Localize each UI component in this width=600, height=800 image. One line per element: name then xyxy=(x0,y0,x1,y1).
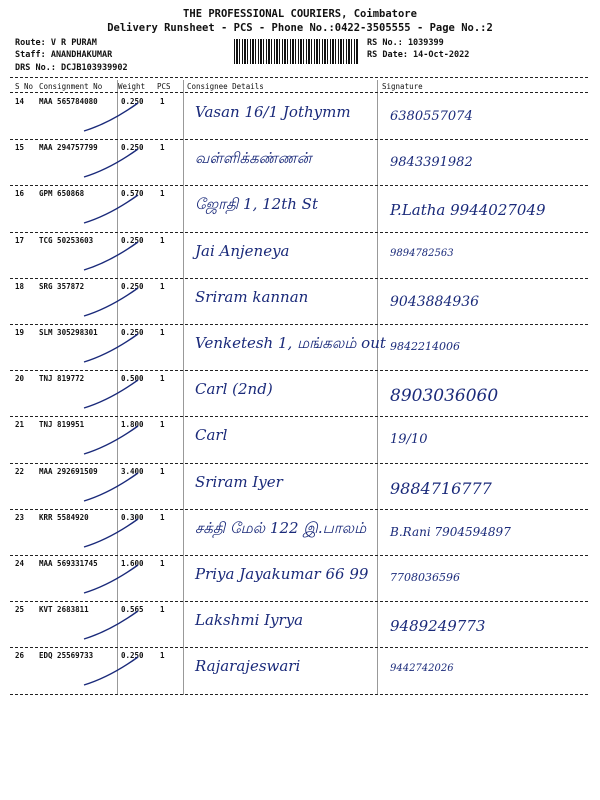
consignment-number: MAA 294757799 xyxy=(39,143,98,153)
consignment-number: TCG 50253603 xyxy=(39,235,94,245)
recipient-signature: 7708036596 xyxy=(390,571,460,584)
consignment-number: TNJ 819951 xyxy=(39,420,85,430)
weight-value: 0.250 xyxy=(121,97,144,106)
row-divider xyxy=(10,694,588,695)
weight-value: 0.250 xyxy=(121,143,144,153)
row-divider xyxy=(10,555,588,556)
consignment-number: TNJ 819772 xyxy=(39,374,85,384)
consignee-details: Vasan 16/1 Jothymm xyxy=(195,103,351,121)
pieces-count: 1 xyxy=(160,559,165,568)
row-divider xyxy=(10,232,588,233)
pieces-count: 1 xyxy=(160,605,165,615)
pieces-count: 1 xyxy=(160,281,165,291)
row-divider xyxy=(10,139,588,140)
table-row xyxy=(10,418,588,463)
consignee-details: Rajarajeswari xyxy=(195,657,301,676)
consignment-number: KVT 2683811 xyxy=(39,605,89,615)
weight-value: 0.565 xyxy=(121,605,144,615)
divider xyxy=(10,92,588,93)
weight-value: 0.250 xyxy=(121,651,144,661)
delivered-tick-icon xyxy=(80,517,142,551)
pieces-count: 1 xyxy=(160,466,165,476)
table-row xyxy=(10,326,588,371)
recipient-signature: 8903036060 xyxy=(390,386,499,407)
serial-number: 21 xyxy=(15,420,25,430)
consignee-details: வள்ளிக்கண்ணன் xyxy=(195,149,312,168)
delivered-tick-icon xyxy=(80,147,142,181)
consignee-details: Carl xyxy=(195,426,228,445)
recipient-signature: B.Rani 7904594897 xyxy=(390,524,511,539)
col-weight: Weight xyxy=(118,82,146,91)
consignee-details: ஜோதி 1, 12th St xyxy=(195,195,318,214)
serial-number: 26 xyxy=(15,651,25,661)
table-row xyxy=(10,234,588,279)
pieces-count: 1 xyxy=(160,189,165,199)
recipient-signature: 9442742026 xyxy=(390,663,454,675)
recipient-signature: 6380557074 xyxy=(390,109,473,124)
consignment-number: MAA 292691509 xyxy=(39,466,98,476)
consignee-details: Lakshmi Iyrya xyxy=(195,611,304,630)
delivered-tick-icon xyxy=(80,563,142,597)
row-divider xyxy=(10,509,588,510)
consignment-number: MAA 565784080 xyxy=(39,97,98,106)
consignment-number: GPM 650868 xyxy=(39,189,85,199)
serial-number: 25 xyxy=(15,605,25,615)
delivered-tick-icon xyxy=(80,286,142,320)
table-row xyxy=(10,557,588,602)
col-pcs: PCS xyxy=(157,82,171,91)
table-row xyxy=(10,372,588,417)
weight-value: 1.800 xyxy=(121,420,144,430)
weight-value: 1.600 xyxy=(121,559,144,568)
row-divider xyxy=(10,324,588,325)
weight-value: 0.300 xyxy=(121,512,144,522)
serial-number: 24 xyxy=(15,559,25,568)
barcode xyxy=(234,39,358,64)
pieces-count: 1 xyxy=(160,235,165,245)
weight-value: 0.250 xyxy=(121,328,144,337)
table-row xyxy=(10,280,588,325)
row-divider xyxy=(10,278,588,279)
pieces-count: 1 xyxy=(160,374,165,384)
pieces-count: 1 xyxy=(160,420,165,430)
serial-number: 16 xyxy=(15,189,25,199)
table-row xyxy=(10,465,588,510)
delivered-tick-icon xyxy=(80,424,142,458)
recipient-signature: 9894782563 xyxy=(390,247,454,259)
consignee-details: Venketesh 1, மங்கலம் out xyxy=(195,334,386,352)
delivered-tick-icon xyxy=(80,471,142,505)
weight-value: 3.400 xyxy=(121,466,144,476)
consignment-number: SLM 305298301 xyxy=(39,328,98,337)
recipient-signature: 9842214006 xyxy=(390,340,460,353)
delivered-tick-icon xyxy=(80,240,142,274)
consignment-number: EDQ 25569733 xyxy=(39,651,94,661)
serial-number: 23 xyxy=(15,512,25,522)
pieces-count: 1 xyxy=(160,651,165,661)
delivered-tick-icon xyxy=(80,609,142,643)
weight-value: 0.250 xyxy=(121,235,144,245)
serial-number: 14 xyxy=(15,97,25,106)
rs-number: RS No.: 1039399 xyxy=(367,38,444,48)
consignee-details: Jai Anjeneya xyxy=(195,241,290,260)
row-divider xyxy=(10,370,588,371)
consignment-number: MAA 569331745 xyxy=(39,559,98,568)
consignee-details: Carl (2nd) xyxy=(195,380,273,399)
consignee-details: Sriram Iyer xyxy=(195,472,283,491)
staff-label: Staff: ANANDHAKUMAR xyxy=(15,50,113,60)
serial-number: 18 xyxy=(15,281,25,291)
table-row xyxy=(10,141,588,186)
serial-number: 20 xyxy=(15,374,25,384)
serial-number: 17 xyxy=(15,235,25,245)
serial-number: 15 xyxy=(15,143,25,153)
consignee-details: சக்தி மேல் 122 இ.பாலம் xyxy=(195,518,367,537)
delivered-tick-icon xyxy=(80,378,142,412)
recipient-signature: 9843391982 xyxy=(390,155,473,171)
runsheet-subtitle: Delivery Runsheet - PCS - Phone No.:0422-3505555 - Page No.:2 xyxy=(107,22,493,34)
recipient-signature: P.Latha 9944027049 xyxy=(390,201,546,220)
consignment-number: SRG 357872 xyxy=(39,281,85,291)
recipient-signature: 19/10 xyxy=(390,432,428,448)
consignee-details: Priya Jayakumar 66 99 xyxy=(195,565,369,583)
recipient-signature: 9043884936 xyxy=(390,293,480,310)
pieces-count: 1 xyxy=(160,97,165,106)
consignment-number: KRR 5584920 xyxy=(39,512,89,522)
delivered-tick-icon xyxy=(80,193,142,227)
col-consignment: Consignment No xyxy=(39,82,103,91)
route-label: Route: V R PURAM xyxy=(15,38,97,48)
col-consignee: Consignee Details xyxy=(187,82,264,91)
delivered-tick-icon xyxy=(80,332,142,366)
pieces-count: 1 xyxy=(160,143,165,153)
serial-number: 19 xyxy=(15,328,25,337)
row-divider xyxy=(10,185,588,186)
col-sno: S No xyxy=(15,82,34,91)
company-title: THE PROFESSIONAL COURIERS, Coimbatore xyxy=(183,8,417,20)
weight-value: 0.250 xyxy=(121,281,144,291)
serial-number: 22 xyxy=(15,466,25,476)
row-divider xyxy=(10,647,588,648)
table-row xyxy=(10,187,588,232)
row-divider xyxy=(10,601,588,602)
table-row xyxy=(10,649,588,694)
row-divider xyxy=(10,463,588,464)
delivered-tick-icon xyxy=(80,655,142,689)
table-row xyxy=(10,511,588,556)
rs-date: RS Date: 14-Oct-2022 xyxy=(367,50,470,60)
table-row xyxy=(10,603,588,648)
consignee-details: Sriram kannan xyxy=(195,287,309,306)
recipient-signature: 9489249773 xyxy=(390,617,486,636)
pieces-count: 1 xyxy=(160,328,165,337)
pieces-count: 1 xyxy=(160,512,165,522)
drs-number: DRS No.: DCJB103939902 xyxy=(15,63,128,73)
weight-value: 0.500 xyxy=(121,374,144,384)
weight-value: 0.570 xyxy=(121,189,144,199)
recipient-signature: 9884716777 xyxy=(390,478,492,498)
col-signature: Signature xyxy=(382,82,423,91)
divider xyxy=(10,77,588,78)
table-row xyxy=(10,95,588,140)
row-divider xyxy=(10,416,588,417)
delivered-tick-icon xyxy=(80,101,142,135)
